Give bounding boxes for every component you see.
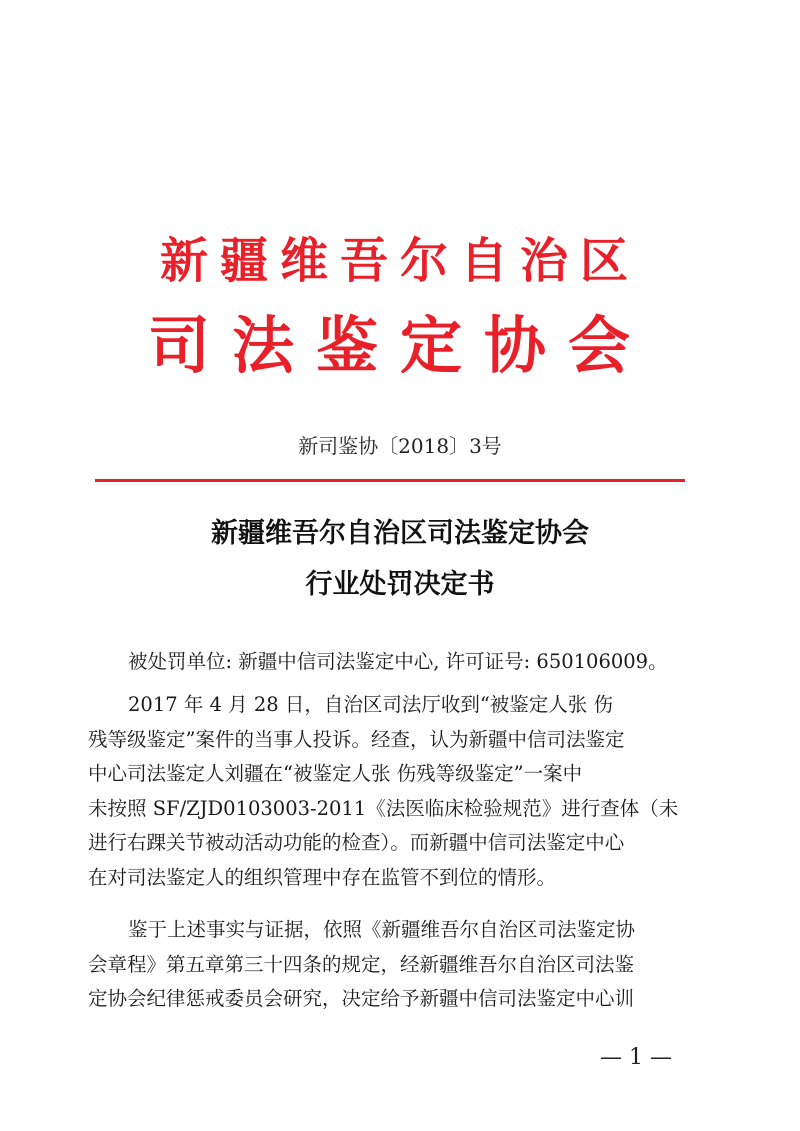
- document-title-line1: 新疆维吾尔自治区司法鉴定协会: [211, 518, 589, 549]
- org-name-line1: 新疆维吾尔自治区: [159, 233, 640, 289]
- body-line: 进行右踝关节被动活动功能的检查）。而新疆中信司法鉴定中心: [88, 831, 625, 854]
- body-line: 被处罚单位: 新疆中信司法鉴定中心, 许可证号: 650106009。: [128, 650, 668, 673]
- body-line: 2017 年 4 月 28 日，自治区司法厅收到“被鉴定人张 伤: [128, 693, 614, 716]
- body-line: 在对司法鉴定人的组织管理中存在监管不到位的情形。: [88, 865, 557, 889]
- body-line: 会章程》第五章第三十四条的规定，经新疆维吾尔自治区司法鉴: [88, 952, 635, 976]
- document-title-line2: 行业处罚决定书: [305, 569, 495, 600]
- body-line: 鉴于上述事实与证据，依照《新疆维吾尔自治区司法鉴定协: [128, 918, 636, 941]
- body-line: 未按照 SF/ZJD0103003-2011《法医临床检验规范》进行查体（未: [88, 796, 679, 820]
- paragraph-decision: [88, 913, 688, 1017]
- red-divider-rule: [95, 479, 685, 482]
- body-line: 残等级鉴定”案件的当事人投诉。经查，认为新疆中信司法鉴定: [88, 727, 625, 751]
- org-name-line2: 司法鉴定协会: [147, 309, 652, 382]
- document-number: 新司鉴协〔2018〕3号: [298, 434, 502, 458]
- body-line: 中心司法鉴定人刘疆在“被鉴定人张 伤残等级鉴定”一案中: [88, 762, 583, 785]
- paragraph-facts: [88, 688, 688, 895]
- page-number: — 1 —: [600, 1045, 672, 1070]
- body-line: 定协会纪律惩戒委员会研究，决定给予新疆中信司法鉴定中心训: [88, 987, 635, 1010]
- paragraph-penalized-unit: [88, 645, 688, 680]
